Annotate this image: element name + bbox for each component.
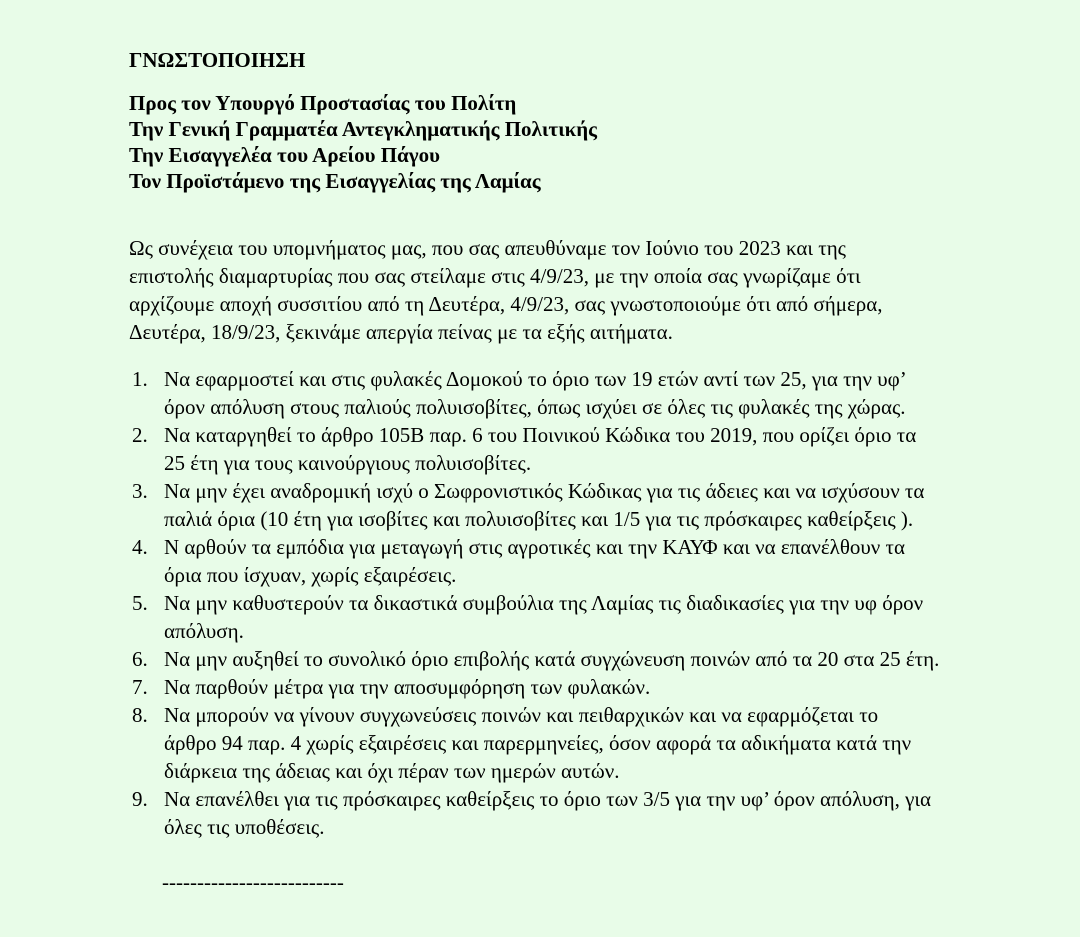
demand-number: 5.: [132, 591, 148, 615]
demand-text: [164, 701, 911, 785]
demand-line: όρια που ίσχυαν, χωρίς εξαιρέσεις.: [164, 563, 457, 587]
demand-line: Να εφαρμοστεί και στις φυλακές Δομοκού το όριο των 19 ετών αντί των 25, για την υφ’: [164, 367, 907, 391]
document-title: ΓΝΩΣΤΟΠΟΙΗΣΗ: [129, 48, 306, 72]
demand-line: 25 έτη για τους καινούργιους πολυισοβίτες.: [164, 451, 532, 475]
demand-text: [164, 477, 924, 533]
intro-line: επιστολής διαμαρτυρίας που σας στείλαμε στις 4/9/23, με την οποία σας γνωρίζαμε ότι: [129, 264, 861, 288]
demand-item-3: [129, 477, 939, 533]
demand-number: 4.: [132, 535, 148, 559]
intro-paragraph: [129, 234, 883, 346]
demand-text: [164, 365, 907, 421]
recipient-line: Την Γενική Γραμματέα Αντεγκληματικής Πολιτικής: [129, 117, 598, 141]
demand-line: άρθρο 94 παρ. 4 χωρίς εξαιρέσεις και παρερμηνείες, όσον αφορά τα αδικήματα κατά την: [164, 731, 912, 755]
demand-line: διάρκεια της άδειας και όχι πέραν των ημερών αυτών.: [164, 759, 620, 783]
demand-line: Να μπορούν να γίνουν συγχωνεύσεις ποινών και πειθαρχικών και να εφαρμόζεται το: [164, 703, 879, 727]
recipient-line: Τον Προϊστάμενο της Εισαγγελίας της Λαμίας: [129, 169, 541, 193]
demand-line: παλιά όρια (10 έτη για ισοβίτες και πολυισοβίτες και 1/5 για τις πρόσκαιρες καθείρξεις ).: [164, 507, 914, 531]
demand-text: [164, 673, 650, 701]
demand-number: 6.: [132, 647, 148, 671]
demand-item-6: [129, 645, 939, 673]
recipient-line: Προς τον Υπουργό Προστασίας του Πολίτη: [129, 91, 517, 115]
demand-line: όλες τις υποθέσεις.: [164, 815, 325, 839]
demand-line: Να επανέλθει για τις πρόσκαιρες καθείρξεις το όριο των 3/5 για την υφ’ όρον απόλυση, για: [164, 787, 932, 811]
demand-item-2: [129, 421, 939, 477]
demand-number: 8.: [132, 703, 148, 727]
demand-line: Να μην αυξηθεί το συνολικό όριο επιβολής κατά συγχώνευση ποινών από τα 20 στα 25 έτη.: [164, 647, 940, 671]
demand-text: [164, 533, 905, 589]
recipients-block: [129, 90, 597, 194]
demand-line: Να μην έχει αναδρομική ισχύ ο Σωφρονιστικός Κώδικας για τις άδειες και να ισχύσουν τα: [164, 479, 925, 503]
recipient-line: Την Εισαγγελέα του Αρείου Πάγου: [129, 143, 441, 167]
demand-item-8: [129, 701, 939, 785]
demand-item-9: [129, 785, 939, 841]
demand-number: 1.: [132, 367, 148, 391]
demand-text: [164, 785, 931, 841]
demands-list: [129, 365, 939, 841]
intro-line: Ως συνέχεια του υπομνήματος μας, που σας απευθύναμε τον Ιούνιο του 2023 και της: [129, 236, 846, 260]
signature-line: --------------------------: [162, 870, 344, 894]
demand-line: απόλυση.: [164, 619, 244, 643]
demand-item-4: [129, 533, 939, 589]
demand-line: όρον απόλυση στους παλιούς πολυισοβίτες, όπως ισχύει σε όλες τις φυλακές της χώρας.: [164, 395, 906, 419]
demand-line: Ν αρθούν τα εμπόδια για μεταγωγή στις αγροτικές και την ΚΑΥΦ και να επανέλθουν τα: [164, 535, 905, 559]
demand-text: [164, 645, 939, 673]
demand-text: [164, 421, 916, 477]
demand-item-5: [129, 589, 939, 645]
intro-line: Δευτέρα, 18/9/23, ξεκινάμε απεργία πείνας με τα εξής αιτήματα.: [129, 320, 673, 344]
demand-number: 7.: [132, 675, 148, 699]
demand-line: Να καταργηθεί το άρθρο 105Β παρ. 6 του Ποινικού Κώδικα του 2019, που ορίζει όριο τα: [164, 423, 917, 447]
demand-line: Να μην καθυστερούν τα δικαστικά συμβούλια της Λαμίας τις διαδικασίες για την υφ όρον: [164, 591, 924, 615]
demand-item-7: [129, 673, 939, 701]
demand-number: 9.: [132, 787, 148, 811]
demand-number: 3.: [132, 479, 148, 503]
demand-number: 2.: [132, 423, 148, 447]
demand-line: Να παρθούν μέτρα για την αποσυμφόρηση των φυλακών.: [164, 675, 651, 699]
demand-text: [164, 589, 923, 645]
intro-line: αρχίζουμε αποχή συσσιτίου από τη Δευτέρα, 4/9/23, σας γνωστοποιούμε ότι από σήμερα,: [129, 292, 883, 316]
demand-item-1: [129, 365, 939, 421]
